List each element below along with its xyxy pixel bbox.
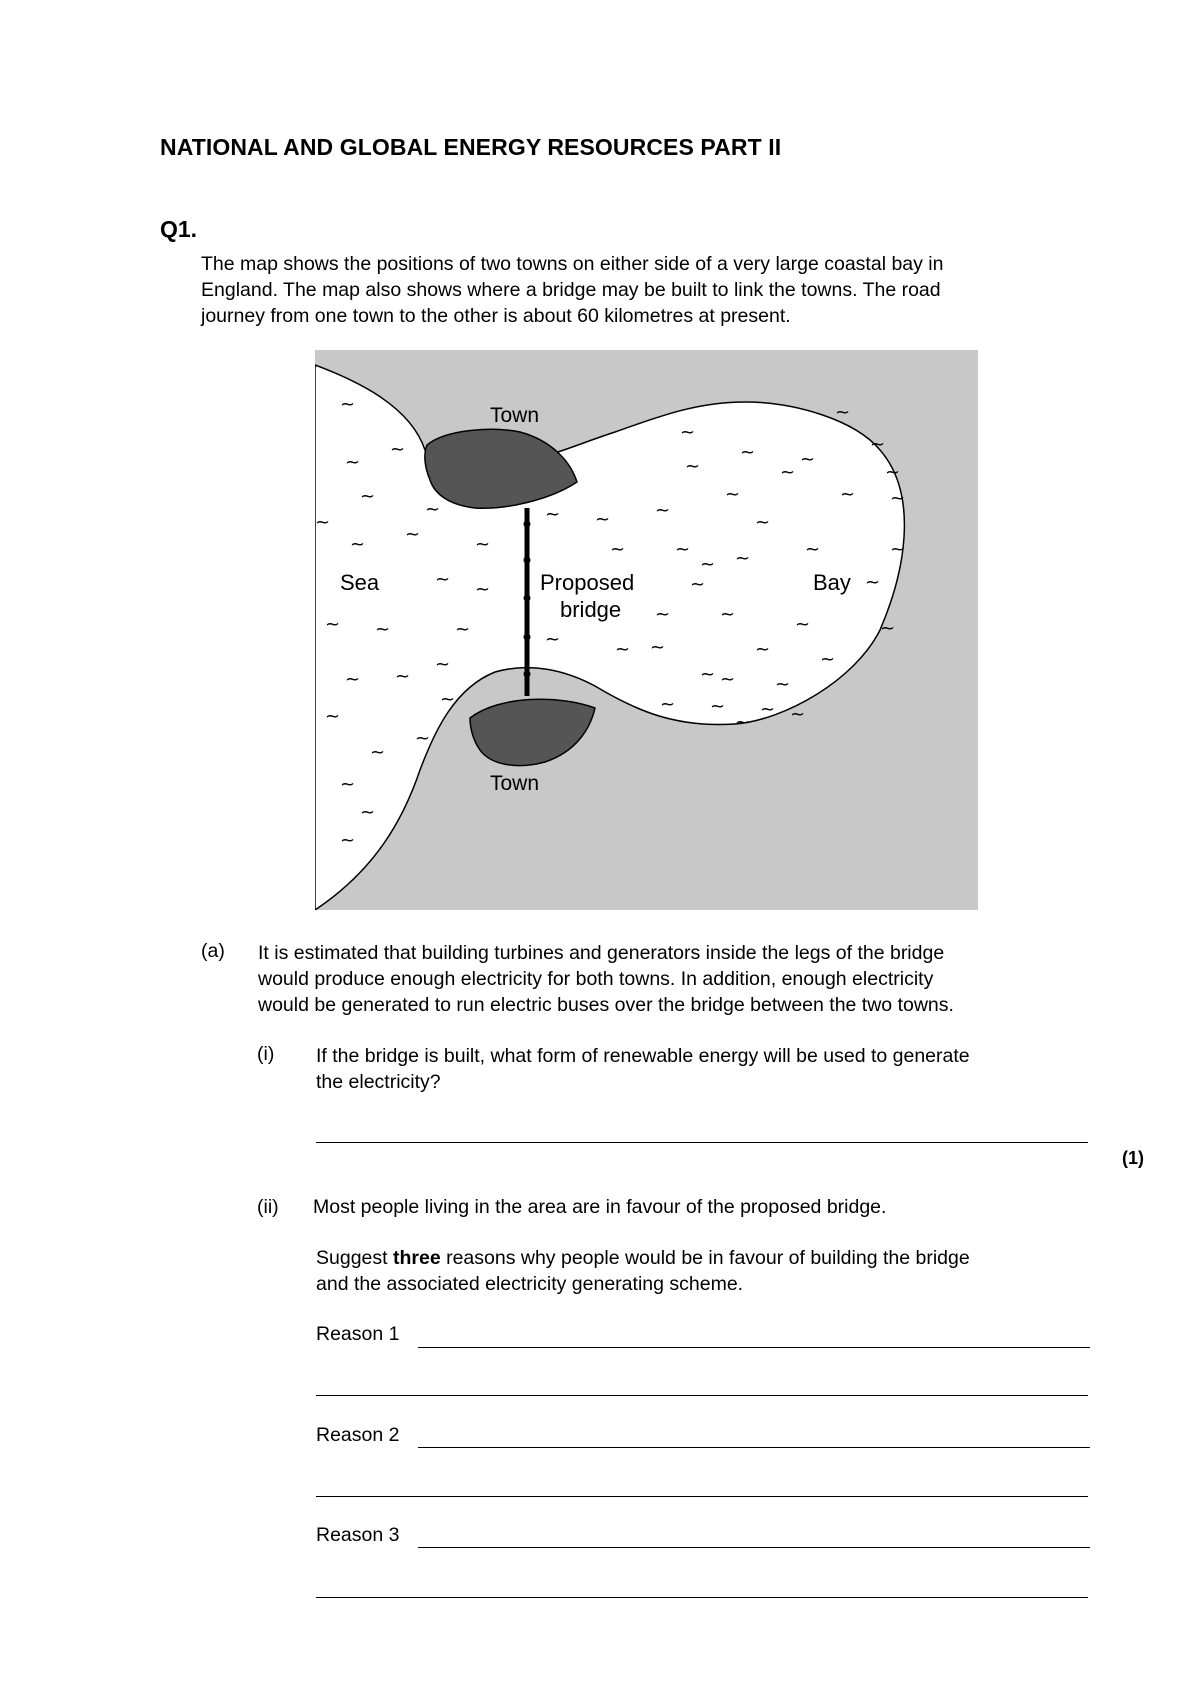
question-intro: [201, 251, 1081, 329]
wave-mark: ~: [835, 402, 851, 423]
instruction-line-1: Suggest three reasons why people would be in favour of building the bridge: [316, 1247, 970, 1269]
intro-line: journey from one town to the other is about 60 kilometres at present.: [201, 305, 791, 327]
intro-line: The map shows the positions of two towns on either side of a very large coastal bay in: [201, 253, 944, 275]
wave-mark: ~: [340, 830, 356, 851]
reason-1-line[interactable]: [418, 1347, 1090, 1348]
marks-label: (1): [1122, 1148, 1144, 1168]
wave-mark: ~: [655, 604, 671, 625]
wave-mark: ~: [780, 462, 796, 483]
part-a-line: would be generated to run electric buses over the bridge between the two towns.: [258, 994, 954, 1016]
part-i-text: [316, 1043, 1096, 1095]
wave-mark: ~: [775, 674, 791, 695]
wave-mark: ~: [440, 689, 456, 710]
wave-mark: ~: [345, 452, 361, 473]
reason-3-label: Reason 3: [316, 1524, 400, 1546]
wave-mark: ~: [660, 694, 676, 715]
wave-mark: ~: [885, 462, 901, 483]
bridge-label-line2: bridge: [560, 597, 622, 622]
wave-mark: ~: [675, 539, 691, 560]
wave-mark: ~: [805, 539, 821, 560]
wave-mark: ~: [700, 664, 716, 685]
wave-mark: ~: [735, 712, 751, 733]
part-i-line: If the bridge is built, what form of renewable energy will be used to generate: [316, 1045, 970, 1067]
wave-mark: ~: [345, 669, 361, 690]
part-ii-label: (ii): [257, 1196, 279, 1218]
wave-mark: ~: [700, 554, 716, 575]
part-a-text: [258, 940, 1078, 1018]
bridge-leg: [524, 557, 531, 564]
part-i-label: (i): [257, 1043, 275, 1065]
wave-mark: ~: [545, 504, 561, 525]
wave-mark: ~: [790, 704, 806, 725]
instruction-line-2: and the associated electricity generating scheme.: [316, 1273, 744, 1295]
wave-mark: ~: [350, 534, 366, 555]
wave-mark: ~: [315, 512, 331, 533]
wave-mark: ~: [360, 802, 376, 823]
bridge-leg: [524, 521, 531, 528]
wave-mark: ~: [325, 614, 341, 635]
wave-mark: ~: [820, 649, 836, 670]
town-top-label: Town: [490, 404, 540, 427]
wave-mark: ~: [435, 654, 451, 675]
intro-line: England. The map also shows where a bridge may be built to link the towns. The road: [201, 279, 941, 301]
sea-label: Sea: [340, 570, 380, 595]
wave-mark: ~: [840, 484, 856, 505]
wave-mark: ~: [475, 534, 491, 555]
wave-mark: ~: [800, 449, 816, 470]
reason-2-line[interactable]: [418, 1447, 1090, 1448]
wave-mark: ~: [340, 774, 356, 795]
wave-mark: ~: [595, 509, 611, 530]
wave-mark: ~: [455, 619, 471, 640]
part-ii-instruction: [316, 1245, 1096, 1297]
wave-mark: ~: [865, 572, 881, 593]
wave-mark: ~: [760, 699, 776, 720]
wave-mark: ~: [740, 442, 756, 463]
bay-label: Bay: [813, 570, 851, 595]
wave-mark: ~: [720, 669, 736, 690]
bridge-leg: [524, 634, 531, 641]
wave-mark: ~: [880, 618, 896, 639]
question-number: Q1.: [160, 216, 198, 242]
part-i-line: the electricity?: [316, 1071, 441, 1093]
bridge-label-line1: Proposed: [540, 570, 635, 595]
reason-1-label: Reason 1: [316, 1323, 400, 1345]
part-ii-statement: Most people living in the area are in favour of the proposed bridge.: [313, 1196, 887, 1218]
wave-mark: ~: [890, 539, 906, 560]
wave-mark: ~: [545, 629, 561, 650]
wave-mark: ~: [870, 434, 886, 455]
wave-mark: ~: [720, 604, 736, 625]
wave-mark: ~: [710, 696, 726, 717]
wave-mark: ~: [475, 579, 491, 600]
wave-mark: ~: [655, 500, 671, 521]
wave-mark: ~: [395, 666, 411, 687]
wave-mark: ~: [795, 614, 811, 635]
wave-mark: ~: [755, 512, 771, 533]
wave-mark: ~: [390, 439, 406, 460]
wave-mark: ~: [680, 422, 696, 443]
bridge-leg: [524, 671, 531, 678]
wave-mark: ~: [735, 548, 751, 569]
page-title: NATIONAL AND GLOBAL ENERGY RESOURCES PART II: [160, 134, 782, 160]
reason-2-label: Reason 2: [316, 1424, 400, 1446]
reason-3-line[interactable]: [418, 1547, 1090, 1548]
wave-mark: ~: [435, 569, 451, 590]
part-a-label: (a): [201, 940, 225, 962]
answer-line-i[interactable]: [316, 1142, 1088, 1143]
wave-mark: ~: [415, 728, 431, 749]
wave-mark: ~: [690, 574, 706, 595]
wave-mark: ~: [725, 484, 741, 505]
reason-2-line-2[interactable]: [316, 1496, 1088, 1497]
wave-mark: ~: [405, 524, 421, 545]
wave-mark: ~: [360, 486, 376, 507]
wave-mark: ~: [425, 499, 441, 520]
reason-1-line-2[interactable]: [316, 1395, 1088, 1396]
wave-mark: ~: [325, 706, 341, 727]
bridge-leg: [524, 595, 531, 602]
wave-mark: ~: [370, 742, 386, 763]
reason-3-line-2[interactable]: [316, 1597, 1088, 1598]
wave-mark: ~: [610, 539, 626, 560]
wave-mark: ~: [685, 456, 701, 477]
wave-mark: ~: [650, 637, 666, 658]
part-a-line: would produce enough electricity for both towns. In addition, enough electricity: [258, 968, 934, 990]
wave-mark: ~: [890, 488, 906, 509]
wave-mark: ~: [755, 639, 771, 660]
wave-mark: ~: [615, 639, 631, 660]
part-a-line: It is estimated that building turbines and generators inside the legs of the bridge: [258, 942, 945, 964]
bay-map: [315, 350, 978, 910]
wave-mark: ~: [340, 394, 356, 415]
town-bottom-label: Town: [490, 772, 540, 795]
emphasis-three: three: [392, 1247, 441, 1269]
wave-mark: ~: [375, 619, 391, 640]
